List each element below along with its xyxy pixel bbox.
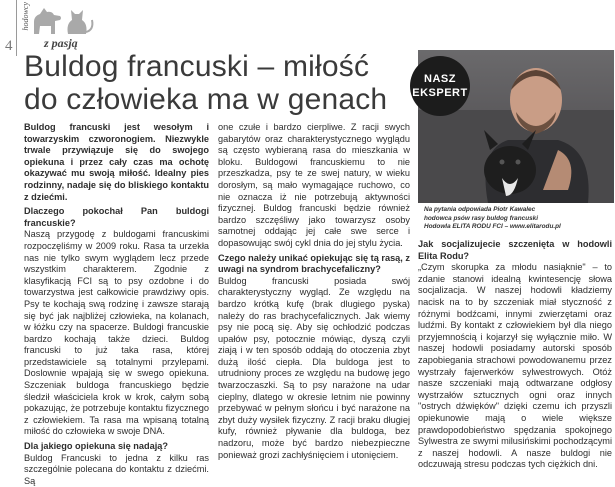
section-label: hodowcy bbox=[21, 2, 30, 31]
title-line-1: Buldog francuski – miłość bbox=[24, 50, 370, 83]
photo-caption bbox=[424, 206, 612, 232]
question-1: Dlaczego pokochał Pan buldogi francuskie? bbox=[24, 206, 209, 228]
column-1 bbox=[24, 122, 209, 487]
article-title bbox=[24, 50, 409, 116]
expert-badge-line-1: NASZ bbox=[424, 73, 456, 85]
question-2: Dla jakiego opiekuna się nadają? bbox=[24, 441, 168, 452]
dog-and-cat-icon bbox=[28, 2, 96, 36]
column-3 bbox=[418, 236, 612, 471]
caption-line-1: Na pytania odpowiada Piotr Kawalec bbox=[424, 206, 536, 213]
question-3: Czego należy unikać opiekując się tą rasą, z uwagi na syndrom brachycefaliczny? bbox=[218, 252, 410, 275]
caption-line-3: Hodowla ELITA RODU FCI – www.elitarodu.pl bbox=[424, 223, 561, 230]
expert-badge-line-2: EKSPERT bbox=[412, 87, 468, 99]
page-number: 4 bbox=[5, 38, 13, 54]
title-line-2: do człowieka ma w genach bbox=[24, 83, 388, 116]
caption-line-2: hodowca psów rasy buldog francuski bbox=[424, 214, 538, 222]
answer-1: Naszą przygodę z buldogami francuskimi rozpoczęliśmy w 2009 roku. Rasa ta urzekła nas nie tylko swym wyglądem lecz przede wszystkim charakterem. Zgodnie z klasyfikacją FCI są to psy ozdobne i do towarzystwa jest całkowicie prawdziwy opis. Psy te kochają swą rodzinę i zawsze starają się być jak najbliżej człowieka, na kolanach, w łóżku czy na spacerze. Buldogi francuskie bardzo kochają także dzieci. Buldog francuski to już taka rasa, której przedstawiciele są totalnymi przylepami. Doslownie wpajają się w swego opiekuna. Szczeniak buldoga francuskiego będzie śledził właściciela krok w krok, całym sobą pokazując, że potrzebuje kontaktu fizycznego z człowiekiem. Ta rasa ma wpisaną totalną miłość do człowieka w swoje DNA. bbox=[24, 229, 209, 437]
expert-badge bbox=[410, 56, 470, 116]
header-divider bbox=[16, 0, 17, 56]
answer-4: „Czym skorupka za młodu nasiąknie" – to zdanie stanowi idealną kwintesencję słowa socjalizacja. W naszej hodowli kładziemy nacisk na to by szczeniak miał styczność z różnymi bodźcami, innymi zwierzętami oraz ludźmi. By kontakt z człowiekiem był dla niego przyjemnością i kojarzył się wyłącznie miło. W naszej hodowli posiadamy autorski sposób zapobiegania strachowi powodowanemu przez wystrzały fajerwerków sylwestrowych. Otóż nasze szczeniaki mają odtwarzane odgłosy wystrzałów sztucznych ogni oraz innych "ostrych dźwięków" dzięki czemu ich przyszli opiekunowie mają o wiele większe prawdopodobieństwo spędzania spokojnego Sylwestra ze swymi milusińskimi pochodzącymi z naszej hodowli. A nasze buldogi nie odczuwają stresu podczas tych ciężkich dni. bbox=[418, 262, 612, 470]
answer-2-part-2: one czułe i bardzo cierpliwe. Z racji swych gabarytów oraz charakterystycznego wyglądu są często wybieraną rasa do mieszkania w bloku. Buldogowi francuskiemu to nie przeszkadza, psy te ze swej natury, w wieku dorosłym, są mało wymagające ruchowo, co nie oznacza iż nie potrzebują aktywności fizycznej. Buldog francuski będzie również bardzo szczęśliwy jako towarzysz osoby samotnej oddając jej całe swe serce i dopasowując swój cykl dnia do jej stylu życia. bbox=[218, 122, 410, 248]
question-4: Jak socjalizujecie szczenięta w hodowli Elita Rodu? bbox=[418, 239, 612, 261]
answer-2-part-1: Buldog Francuski to jedna z kilku ras szczególnie polecana do kontaktu z dziećmi. Są bbox=[24, 452, 209, 486]
article-lead: Buldog francuski jest wesołym i towarzyskim czworonogiem. Niezwykle trwale przywiązuje się do swojego opiekuna i przez cały czas ma ochotę okazywać mu swoją miłość. Idealny pies rodzinny, nadaje się do bliskiego kontaktu z dziećmi. bbox=[24, 122, 209, 202]
column-2 bbox=[218, 122, 410, 461]
rubric: z pasją bbox=[44, 36, 78, 50]
answer-3: Buldog francuski posiada swój charakterystyczny wygląd. Ze względu na bardzo krótką kufę (brak dlugiego pyska) należy do ras brachycefalicznych. Jak wiemy psy nie pocą się. Aby się ochłodzić podczas upałów psy, potocznie mówiąc, dyszą czyli ziają i w ten sposób oddają do otoczenia zbyt dużą ilość ciepła. Dla buldoga jest to utrudniony proces ze względu na budowę jego twarzoczaszki. Są to psy narażone na udar cieplny, dlatego w okresie letnim nie powinny przebywać w pełnym słońcu i być narażone na zbyt duży wysiłek fizyczny. Z racji braku długiej kufy, również pływanie dla buldoga, bez nadzoru, może być bardzo niebezpieczne ponieważ grozi zachłyśnięciem i utonięciem. bbox=[218, 275, 410, 460]
